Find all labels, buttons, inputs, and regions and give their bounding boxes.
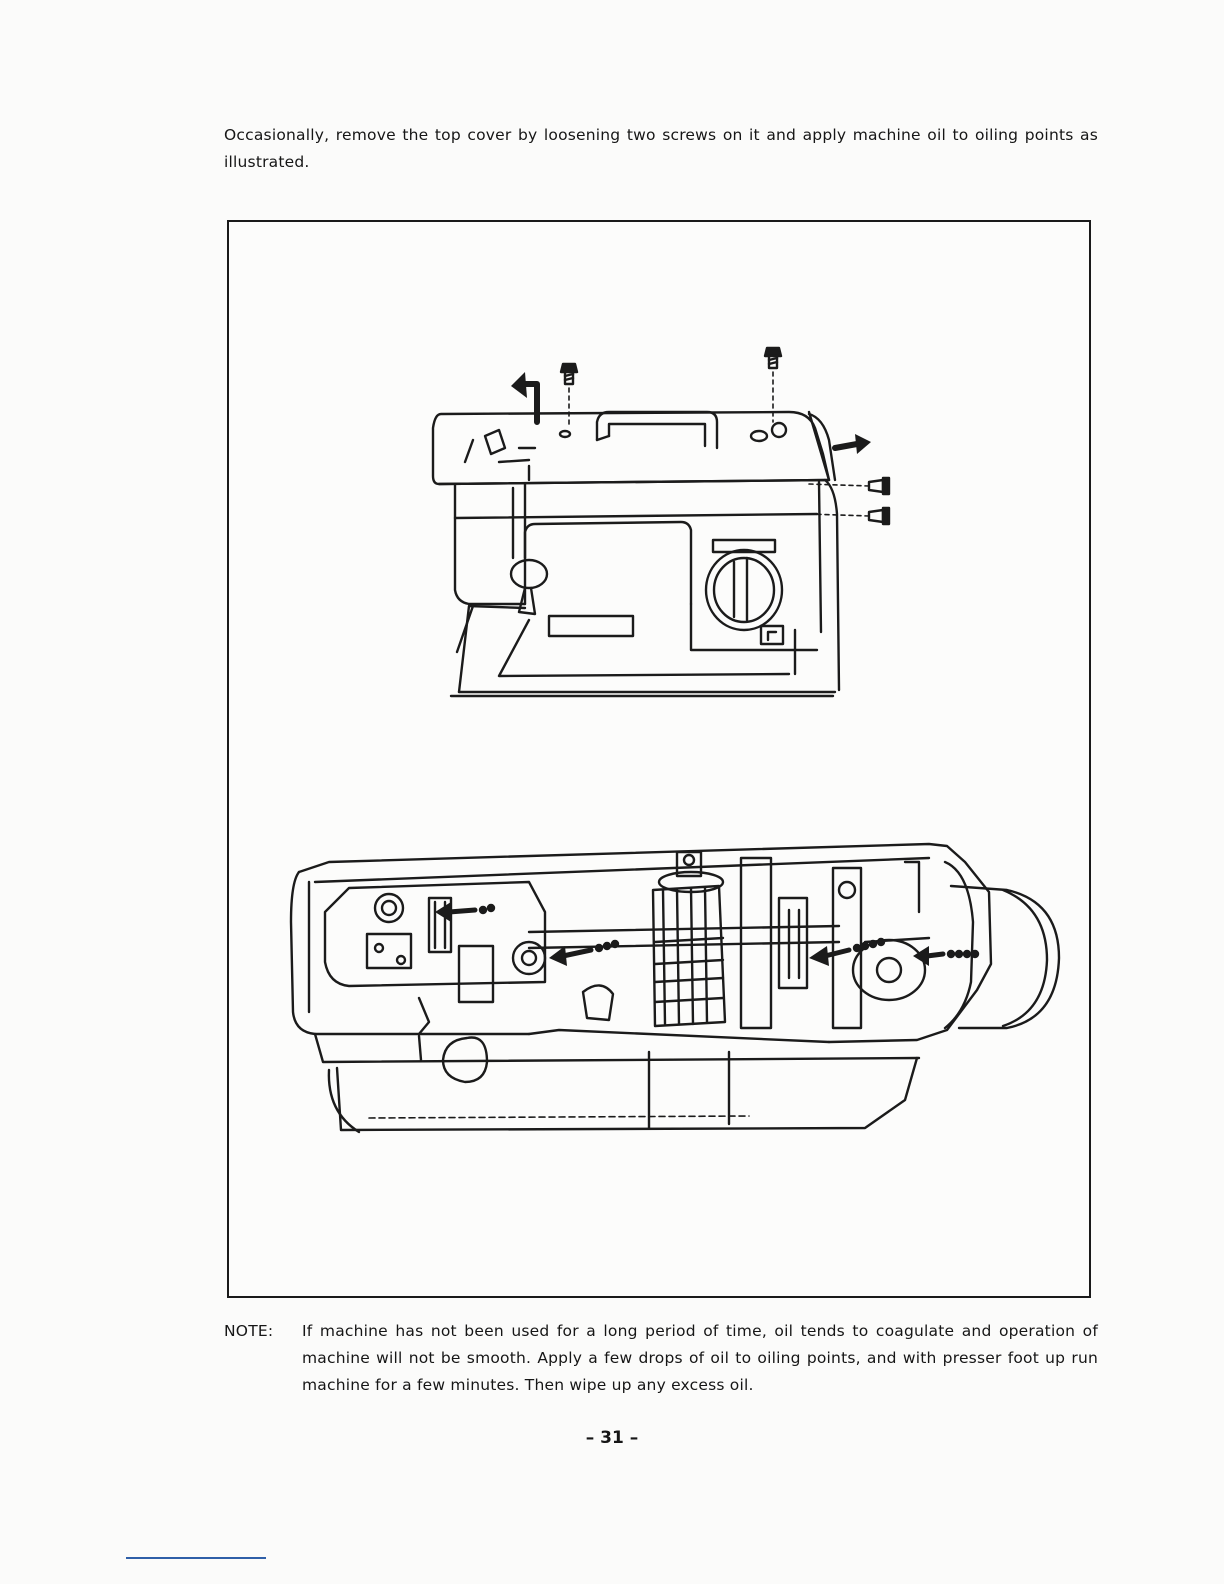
oiling-point-right-arrow-icon bbox=[913, 946, 978, 966]
machine-front-view bbox=[433, 412, 869, 696]
intro-paragraph: Occasionally, remove the top cover by loosening two screws on it and apply machine oil to oiling points as illustrated. bbox=[224, 126, 1098, 171]
side-screw-upper-icon bbox=[869, 478, 889, 494]
note-block bbox=[224, 1318, 1098, 1399]
note-text: If machine has not been used for a long period of time, oil tends to coagulate and operation of machine will not be smooth. Apply a few drops of oil to oiling points, and with presser foot up run machine for a few minutes. Then wipe up any excess oil. bbox=[302, 1322, 1098, 1394]
oiling-point-center-left-arrow-icon bbox=[549, 941, 618, 966]
remove-cover-arrow-icon bbox=[835, 434, 871, 454]
machine-internal-view bbox=[291, 844, 1059, 1132]
note-label: NOTE: bbox=[224, 1322, 274, 1340]
top-cover-screw-left-icon bbox=[561, 364, 577, 428]
page-number: – 31 – bbox=[585, 1428, 639, 1448]
footer-divider bbox=[126, 1557, 266, 1559]
oiling-illustration-frame bbox=[227, 220, 1091, 1298]
oiling-illustration bbox=[229, 222, 1089, 1296]
side-screw-lower-icon bbox=[869, 508, 889, 524]
